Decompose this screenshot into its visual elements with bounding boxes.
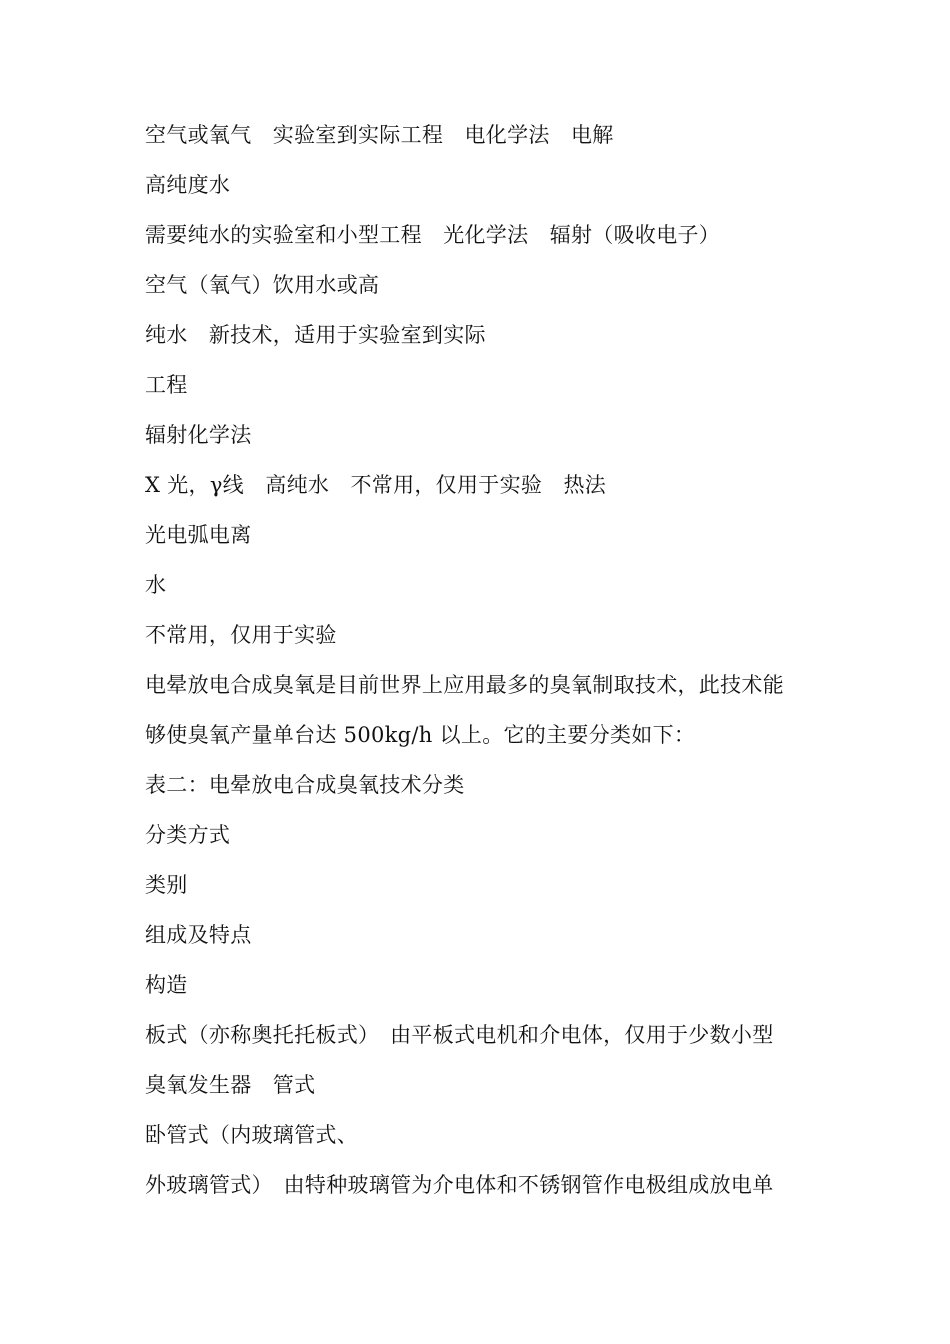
text-line: 纯水 新技术，适用于实验室到实际 [145,323,486,347]
table-cell: 卧管式（内玻璃管式、 [145,1123,358,1147]
text-line: 辐射化学法 [145,423,252,447]
table-cell: 臭氧发生器 管式 [145,1073,316,1097]
paragraph-line: 够使臭氧产量单台达 500kg/h 以上。它的主要分类如下： [145,723,696,747]
text-line: 需要纯水的实验室和小型工程 光化学法 辐射（吸收电子） [145,223,721,247]
table-cell: 构造 [145,973,188,997]
text-line: 不常用，仅用于实验 [145,623,337,647]
table-header-cell: 类别 [145,873,188,897]
table-header-cell: 分类方式 [145,823,231,847]
text-line: 水 [145,573,167,597]
text-line: 工程 [145,373,188,397]
table-cell: 外玻璃管式） 由特种玻璃管为介电体和不锈钢管作电极组成放电单 [145,1173,774,1197]
table-cell: 板式（亦称奥托托板式） 由平板式电机和介电体，仅用于少数小型 [145,1023,774,1047]
table-caption: 表二：电晕放电合成臭氧技术分类 [145,773,465,797]
paragraph-line: 电晕放电合成臭氧是目前世界上应用最多的臭氧制取技术，此技术能 [145,673,784,697]
text-line: 空气（氧气）饮用水或高 [145,273,380,297]
text-line: 空气或氧气 实验室到实际工程 电化学法 电解 [145,123,614,147]
table-header-cell: 组成及特点 [145,923,252,947]
text-line: X 光，γ线 高纯水 不常用，仅用于实验 热法 [145,473,607,497]
text-line: 高纯度水 [145,173,231,197]
document-body [145,110,815,1210]
text-line: 光电弧电离 [145,523,252,547]
